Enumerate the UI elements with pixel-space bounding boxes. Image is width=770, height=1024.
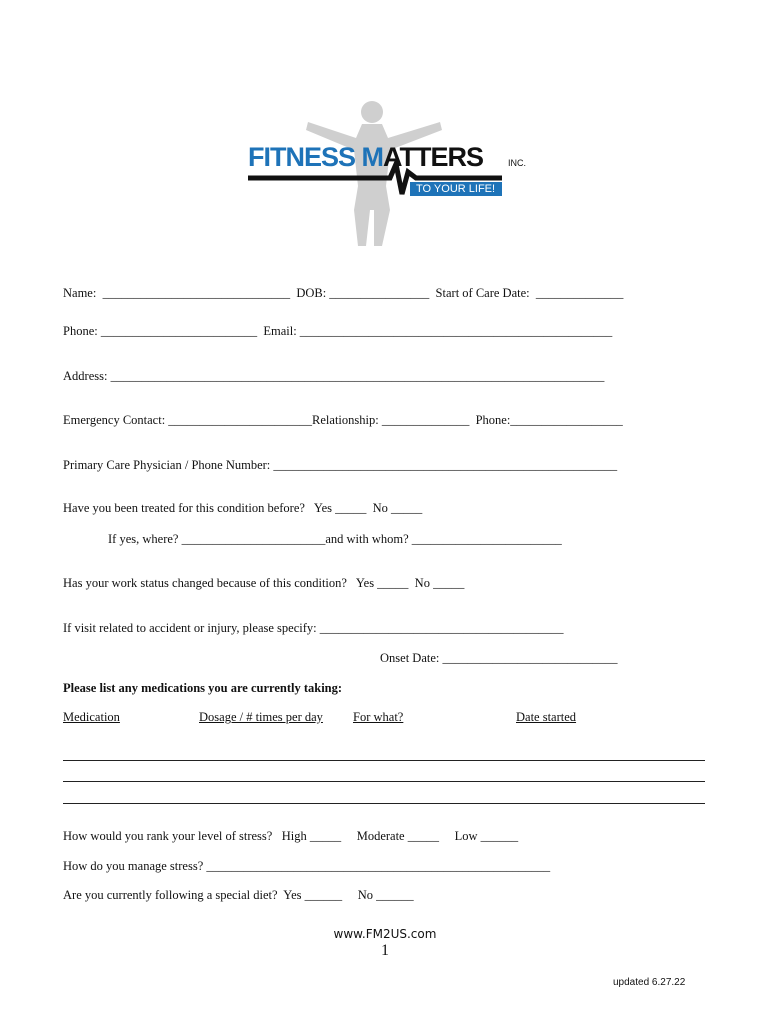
medication-entry-line[interactable] xyxy=(63,760,705,761)
stress-rank-line[interactable]: How would you rank your level of stress? High _____ Moderate _____ Low ______ xyxy=(63,829,519,843)
logo-brand-a-icon: A xyxy=(383,142,400,172)
name-dob-line[interactable]: Name: ______________________________ DOB: ________________ Start of Care Date: ______________ xyxy=(63,286,624,300)
medication-entry-line[interactable] xyxy=(63,781,705,782)
fitness-figure-icon xyxy=(240,98,540,258)
col-medication: Medication xyxy=(63,710,120,724)
col-for-what: For what? xyxy=(353,710,404,724)
updated-date: updated 6.27.22 xyxy=(613,977,686,988)
phone-email-line[interactable]: Phone: _________________________ Email: __________________________________________________ xyxy=(63,324,613,338)
emergency-contact-line[interactable]: Emergency Contact: _______________________Relationship: ______________ Phone:__________________ xyxy=(63,413,623,427)
accident-line[interactable]: If visit related to accident or injury, please specify: _______________________________________ xyxy=(63,621,564,635)
treated-before-line[interactable]: Have you been treated for this condition before? Yes _____ No _____ xyxy=(63,501,423,515)
logo-brand-part2: TTERS xyxy=(399,142,484,172)
col-date-started: Date started xyxy=(516,710,577,724)
if-yes-line[interactable]: If yes, where? _______________________and with whom? ________________________ xyxy=(108,532,562,546)
logo-tagline: TO YOUR LIFE! xyxy=(416,183,496,195)
stress-manage-line[interactable]: How do you manage stress? _______________________________________________________ xyxy=(63,859,551,873)
logo-suffix: INC. xyxy=(508,158,526,168)
logo-brand-part1: FITNESS M xyxy=(248,142,384,172)
work-status-line[interactable]: Has your work status changed because of this condition? Yes _____ No _____ xyxy=(63,576,465,590)
medication-entry-line[interactable] xyxy=(63,803,705,804)
special-diet-line[interactable]: Are you currently following a special diet? Yes ______ No ______ xyxy=(63,888,414,902)
physician-line[interactable]: Primary Care Physician / Phone Number: _______________________________________________________ xyxy=(63,458,618,472)
medications-heading: Please list any medications you are currently taking: xyxy=(63,681,343,695)
address-line[interactable]: Address: _______________________________________________________________________________ xyxy=(63,369,605,383)
page-number: 1 xyxy=(381,942,389,959)
onset-date-line[interactable]: Onset Date: ____________________________ xyxy=(380,651,618,665)
logo-brand xyxy=(248,142,483,172)
col-dosage: Dosage / # times per day xyxy=(199,710,323,724)
company-logo xyxy=(240,98,540,258)
footer-website: www.FM2US.com xyxy=(333,927,437,941)
